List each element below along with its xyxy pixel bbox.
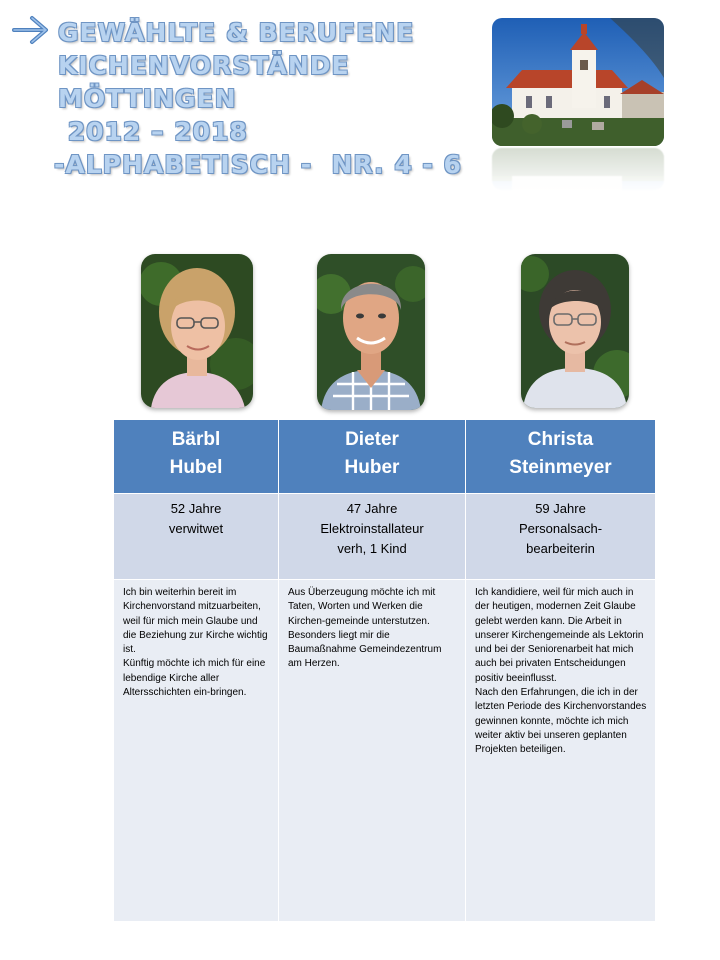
info-line: verwitwet (168, 521, 224, 536)
title-line-5: -ALPHABETISCH - NR. 4 - 6 (54, 150, 462, 179)
info-row (114, 494, 656, 580)
info-cell-dieter-huber (279, 494, 466, 580)
first-name: Dieter (345, 429, 399, 450)
title-line-1: GEWÄHLTE & BERUFENE (58, 18, 415, 47)
portrait-dieter-huber (317, 254, 425, 410)
statement-paragraph: Aus Überzeugung möchte ich mit Taten, Worten und Werken die Kirchen-gemeinde unterstutzen. Besonders liegt mir die Baumaßnahme Gemeindezentrum am Herzen. (288, 587, 442, 670)
statement-cell-dieter-huber (279, 580, 466, 922)
info-line: 47 Jahre (346, 501, 398, 516)
last-name: Steinmeyer (509, 457, 612, 478)
statement-cell-christa-steinmeyer (466, 580, 656, 922)
statement-row (114, 580, 656, 922)
info-line: Personalsach- (518, 521, 603, 536)
reflection-fade (488, 146, 668, 194)
name-cell-dieter-huber (279, 420, 466, 494)
portrait-baerbl-hubel (141, 254, 253, 408)
info-line: 52 Jahre (170, 501, 222, 516)
info-line: verh, 1 Kind (337, 541, 407, 556)
info-cell-baerbl-hubel (114, 494, 279, 580)
statement-paragraph: Ich kandidiere, weil für mich auch in der heutigen, modernen Zeit Glaube gelebt werden kann. Die Arbeit in unserer Kirchengemeinde als Lektorin und bei der Seniorenarbeit hat mich auch bei privaten Entscheidungen positiv beeinflusst. (475, 587, 644, 684)
first-name: Bärbl (171, 429, 221, 450)
name-row (114, 420, 656, 494)
title-line-2: KICHENVORSTÄNDE (58, 51, 350, 80)
name-cell-christa-steinmeyer (466, 420, 656, 494)
portrait-christa-steinmeyer (521, 254, 629, 408)
info-cell-christa-steinmeyer (466, 494, 656, 580)
statement-paragraph: Ich bin weiterhin bereit im Kirchenvorstand mitzuarbeiten, weil für mich mein Glaube und die Beziehung zur Kirche wichtig ist. (123, 587, 268, 656)
statement-paragraph: Künftig möchte ich mich für eine lebendige Kirche aller Altersschichten ein-bringen. (123, 658, 266, 699)
church-photo (492, 18, 664, 146)
info-line: Elektroinstallateur (320, 521, 424, 536)
first-name: Christa (527, 429, 594, 450)
statement-paragraph: Nach den Erfahrungen, die ich in der letzten Periode des Kirchenvorstandes gewinnen konnte, möchte ich mich weiter aktiv bei unseren geplanten Projekten beteiligen. (475, 687, 647, 756)
statement-cell-baerbl-hubel (114, 580, 279, 922)
candidates-table (113, 419, 656, 922)
page-title (54, 16, 478, 181)
name-cell-baerbl-hubel (114, 420, 279, 494)
info-line: bearbeiterin (526, 541, 595, 556)
right-arrow-icon (12, 14, 52, 46)
info-line: 59 Jahre (535, 501, 586, 516)
title-line-3: MÖTTINGEN (58, 84, 237, 113)
title-line-4: 2012 – 2018 (58, 117, 248, 146)
last-name: Huber (344, 457, 400, 478)
last-name: Hubel (169, 457, 223, 478)
